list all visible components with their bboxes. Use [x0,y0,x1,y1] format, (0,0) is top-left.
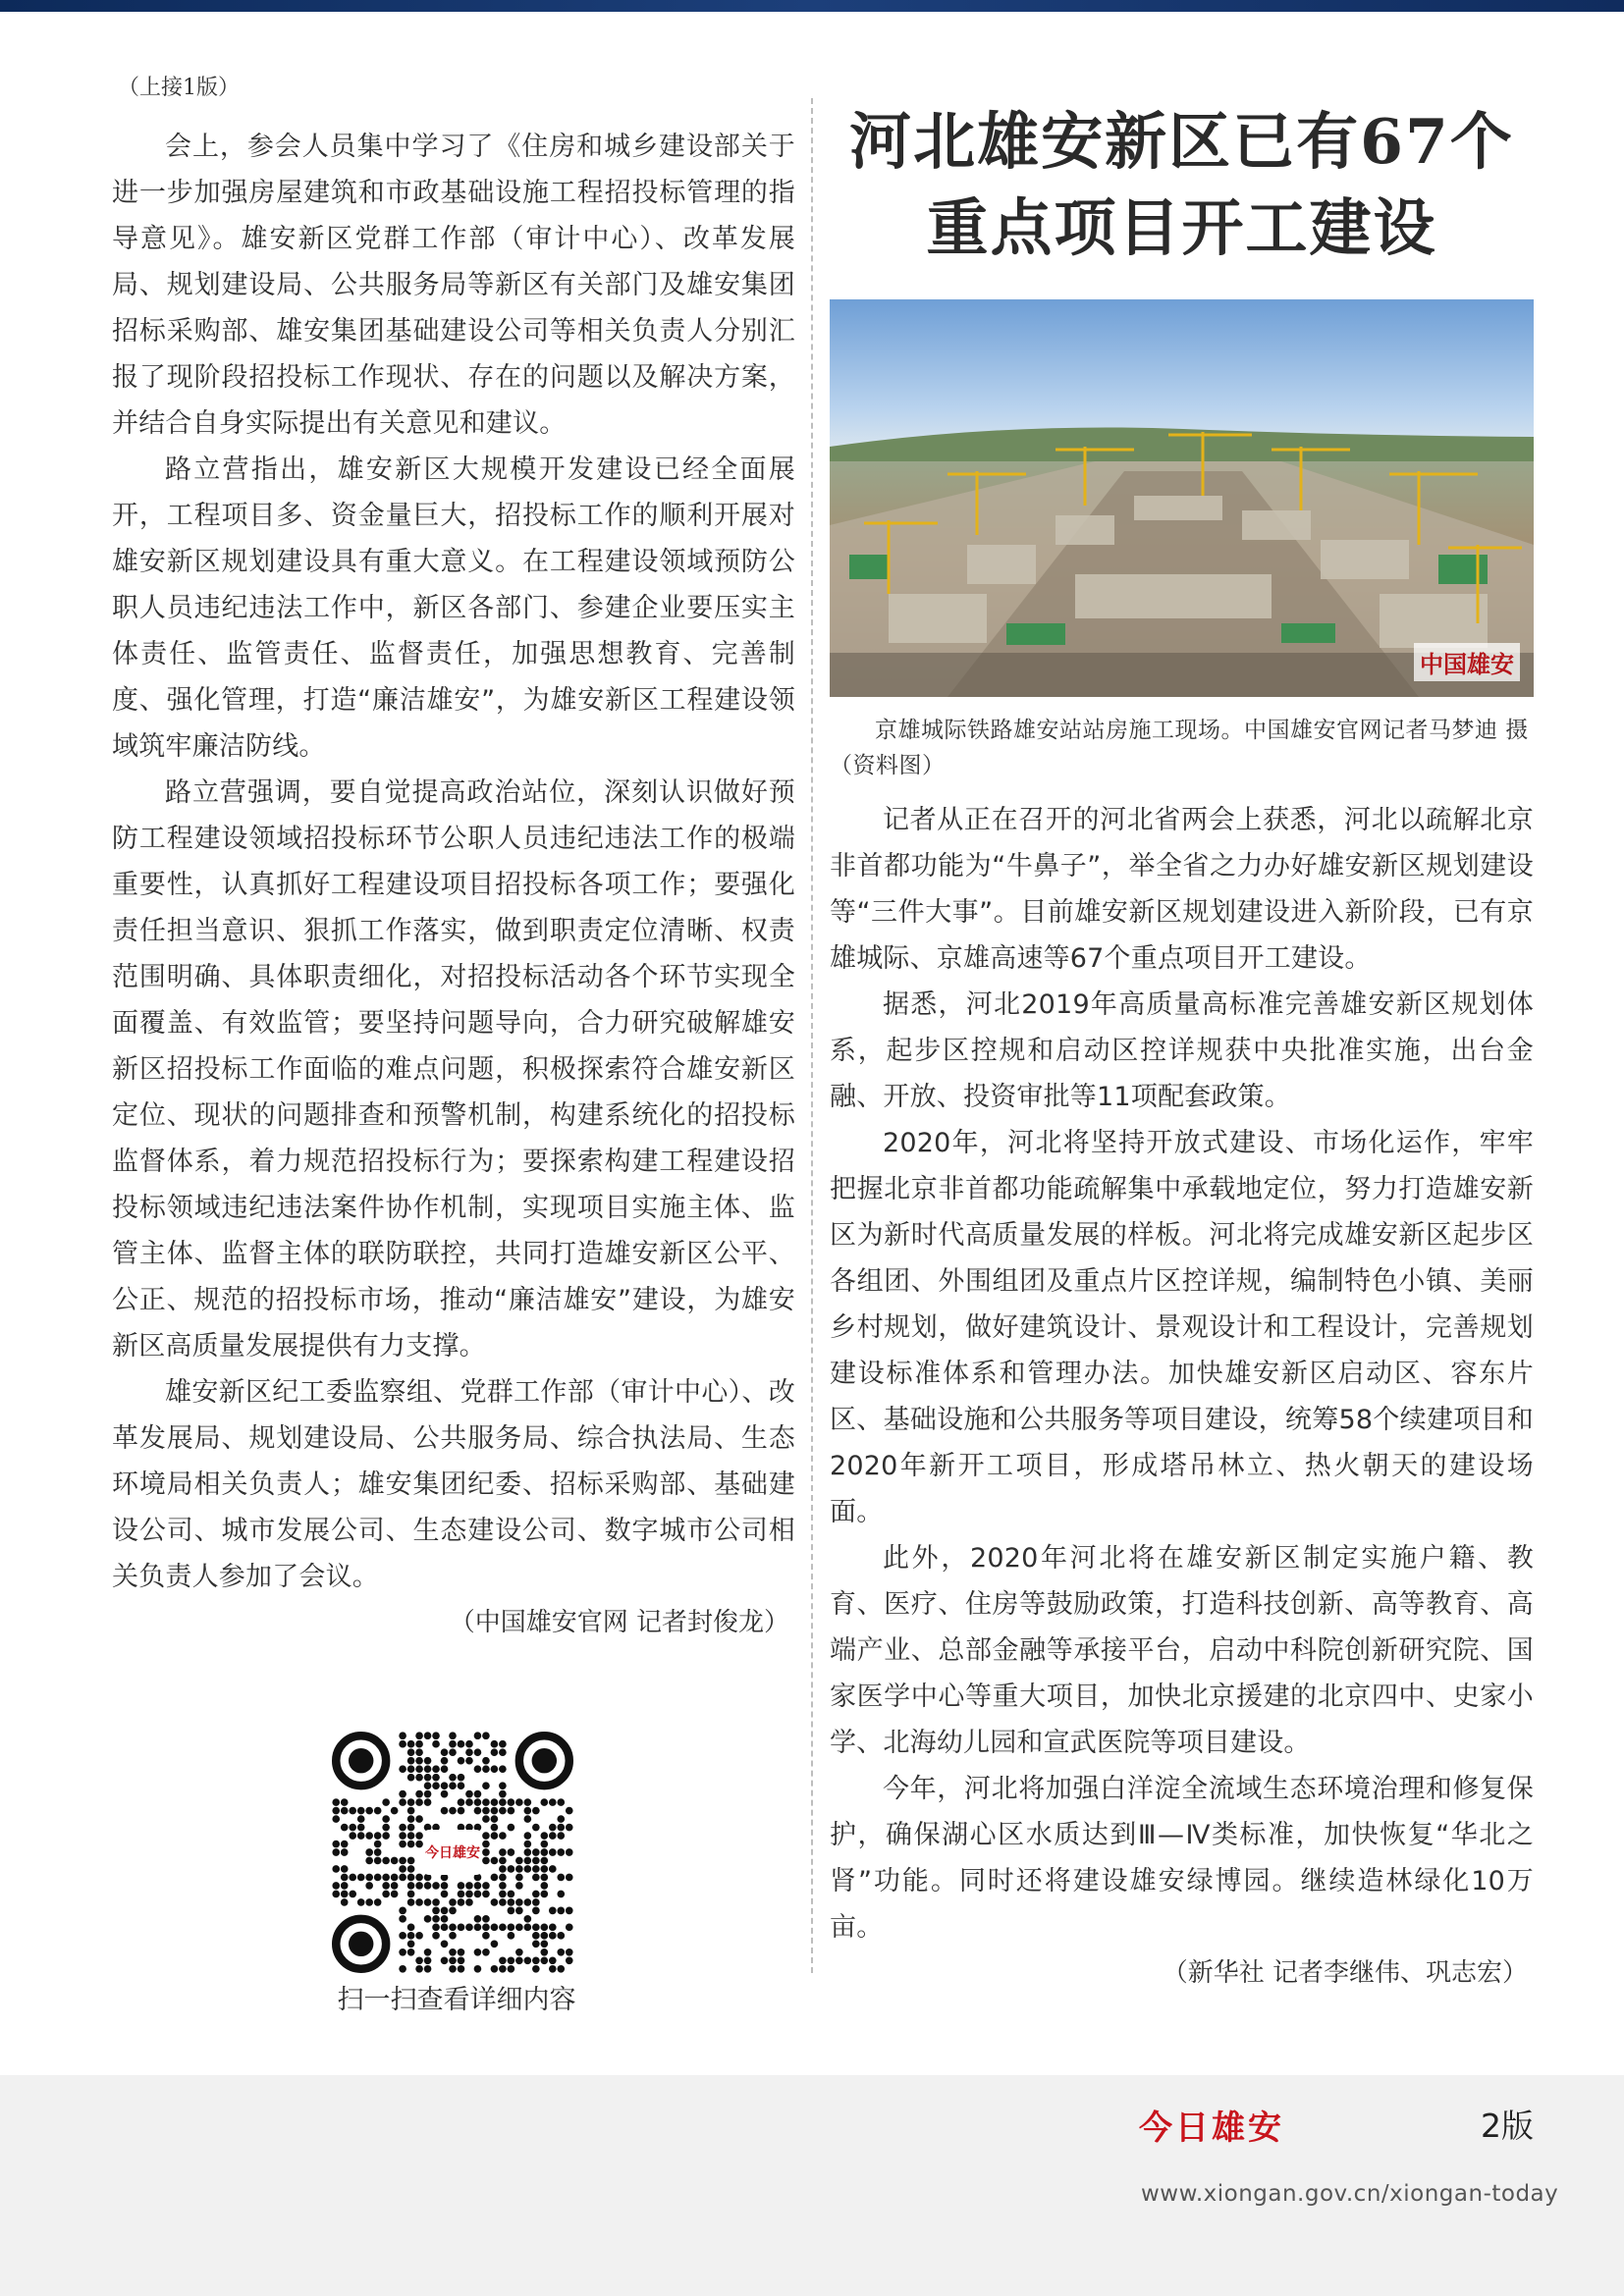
right-article-byline: （新华社 记者李继伟、巩志宏） [1162,1958,1528,1988]
headline-line-1: 河北雄安新区已有67个 [849,105,1514,178]
article-paragraph: 此外，2020年河北将在雄安新区制定实施户籍、教育、医疗、住房等鼓励政策，打造科技创新、高等教育、高端产业、总部金融等承接平台，启动中科院创新研究院、国家医学中心等重大项目，加快北京援建的北京四中、史家小学、北海幼儿园和宣武医院等项目建设。 [830,1543,1534,1758]
right-article [830,98,1534,1997]
footer-url-link[interactable]: www.xiongan.gov.cn/xiongan-today [1141,2181,1559,2207]
top-banner-bar [0,0,1624,12]
qr-scan-label: 扫一扫查看详细内容 [337,1985,576,2015]
continued-from-note: （上接1版） [118,76,240,100]
article-paragraph: 2020年，河北将坚持开放式建设、市场化运作，牢牢把握北京非首都功能疏解集中承载地定位，努力打造雄安新区为新时代高质量发展的样板。河北将完成雄安新区起步区各组团、外围组团及重点片区控详规，编制特色小镇、美丽乡村规划，做好建筑设计、景观设计和工程设计，完善规划建设标准体系和管理办法。加快雄安新区启动区、容东片区、基础设施和公共服务等项目建设，统筹58个续建项目和2020年新开工项目，形成塔吊林立、热火朝天的建设场面。 [830,1128,1534,1527]
article-paragraph: 据悉，河北2019年高质量高标准完善雄安新区规划体系，起步区控规和启动区控详规获中央批准实施，出台金融、开放、投资审批等11项配套政策。 [830,989,1534,1112]
article-paragraph: 今年，河北将加强白洋淀全流域生态环境治理和修复保护，确保湖心区水质达到Ⅲ—Ⅳ类标准，加快恢复“华北之肾”功能。同时还将建设雄安绿博园。继续造林绿化10万亩。 [830,1774,1534,1943]
qr-code-block[interactable] [332,1732,573,1973]
left-article-byline: （中国雄安官网 记者封俊龙） [449,1608,789,1637]
article-paragraph: 记者从正在召开的河北省两会上获悉，河北以疏解北京非首都功能为“牛鼻子”，举全省之力办好雄安新区规划建设等“三件大事”。目前雄安新区规划建设进入新阶段，已有京雄城际、京雄高速等67个重点项目开工建设。 [830,805,1534,974]
footer-brand-logo: 今日雄安 [1139,2109,1284,2148]
article-paragraph: 雄安新区纪工委监察组、党群工作部（审计中心）、改革发展局、规划建设局、公共服务局、综合执法局、生态环境局相关负责人；雄安集团纪委、招标采购部、基础建设公司、城市发展公司、生态建设公司、数字城市公司相关负责人参加了会议。 [112,1377,795,1592]
aerial-construction-illustration [830,299,1534,697]
headline [830,98,1534,271]
qr-logo: 今日雄安 [423,1830,482,1875]
article-paragraph: 会上，参会人员集中学习了《住房和城乡建设部关于进一步加强房屋建筑和市政基础设施工程招投标管理的指导意见》。雄安新区党群工作部（审计中心）、改革发展局、规划建设局、公共服务局等新区有关部门及雄安集团招标采购部、雄安集团基础建设公司等相关负责人分别汇报了现阶段招投标工作现状、存在的问题以及解决方案，并结合自身实际提出有关意见和建议。 [112,132,795,439]
photo-caption: 京雄城际铁路雄安站站房施工现场。中国雄安官网记者马梦迪 摄（资料图） [830,718,1529,778]
article-paragraph: 路立营指出，雄安新区大规模开发建设已经全面展开，工程项目多、资金量巨大，招投标工作的顺利开展对雄安新区规划建设具有重大意义。在工程建设领域预防公职人员违纪违法工作中，新区各部门、参建企业要压实主体责任、监管责任、监督责任，加强思想教育、完善制度、强化管理，打造“廉洁雄安”，为雄安新区工程建设领域筑牢廉洁防线。 [112,454,795,762]
left-article [112,71,795,1646]
page-number: 2版 [1481,2107,1534,2145]
headline-line-2: 重点项目开工建设 [926,191,1437,264]
construction-site-photo [830,299,1534,697]
photo-watermark-logo: 中国雄安 [1414,643,1520,681]
article-paragraph: 路立营强调，要自觉提高政治站位，深刻认识做好预防工程建设领域招投标环节公职人员违纪违法工作的极端重要性，认真抓好工程建设项目招投标各项工作；要强化责任担当意识、狠抓工作落实，做到职责定位清晰、权责范围明确、具体职责细化，对招投标活动各个环节实现全面覆盖、有效监管；要坚持问题导向，合力研究破解雄安新区招投标工作面临的难点问题，积极探索符合雄安新区定位、现状的问题排查和预警机制，构建系统化的招投标监督体系，着力规范招投标行为；要探索构建工程建设招投标领域违纪违法案件协作机制，实现项目实施主体、监管主体、监督主体的联防联控，共同打造雄安新区公平、公正、规范的招投标市场，推动“廉洁雄安”建设，为雄安新区高质量发展提供有力支撑。 [112,777,795,1362]
qr-code[interactable] [332,1732,573,1973]
column-divider [811,98,813,1973]
